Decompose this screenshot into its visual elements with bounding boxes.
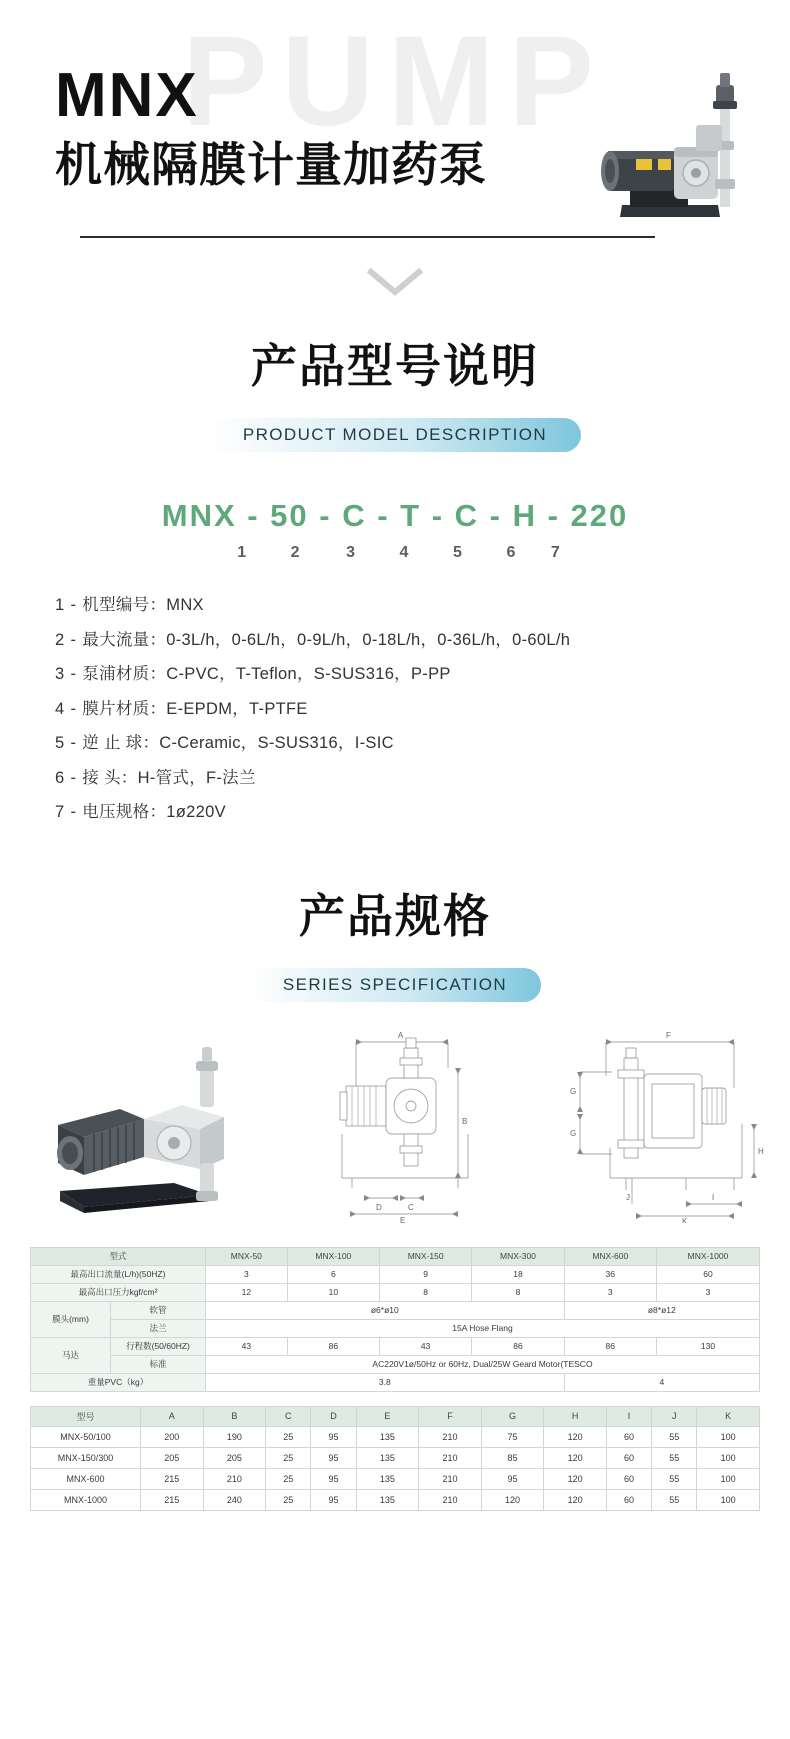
- sub-label: 法兰: [111, 1319, 206, 1337]
- section1-subtitle: PRODUCT MODEL DESCRIPTION: [209, 418, 581, 452]
- drawing-label-K: K: [682, 1216, 688, 1223]
- cell: 215: [141, 1468, 204, 1489]
- table-row: [31, 1283, 760, 1301]
- spec-table-wrap: [0, 1247, 790, 1392]
- cell: 43: [379, 1337, 471, 1355]
- drawing-label-H: H: [758, 1146, 764, 1156]
- legend-no: 4: [55, 699, 65, 718]
- drawing-label-F: F: [666, 1030, 671, 1040]
- list-item: 6 - 接 头：H-管式，F-法兰: [55, 768, 256, 787]
- cell: AC220V1ø/50Hz or 60Hz, Dual/25W Geard Motor(TESCO: [206, 1355, 760, 1373]
- dims-header-J: J: [652, 1406, 697, 1426]
- cell: 210: [419, 1468, 482, 1489]
- cell: 95: [481, 1468, 544, 1489]
- cell: 120: [544, 1468, 607, 1489]
- table-header-row: [31, 1406, 760, 1426]
- legend-value: 0-3L/h，0-6L/h，0-9L/h，0-18L/h，0-36L/h，0-60L/h: [166, 630, 571, 649]
- cell: 4: [564, 1373, 759, 1391]
- spec-table: [30, 1247, 760, 1392]
- cell: 55: [652, 1468, 697, 1489]
- dims-header-G: G: [481, 1406, 544, 1426]
- cell: ø8*ø12: [564, 1301, 759, 1319]
- table-row: [31, 1426, 760, 1447]
- cell: MNX-600: [31, 1468, 141, 1489]
- cell: 120: [544, 1426, 607, 1447]
- cell: 95: [311, 1468, 356, 1489]
- legend-value: H-管式，F-法兰: [137, 768, 256, 787]
- list-item: 3 - 泵浦材质：C-PVC，T-Teflon，S-SUS316，P-PP: [55, 665, 451, 683]
- legend-value: E-EPDM，T-PTFE: [166, 699, 308, 718]
- cell: 36: [564, 1265, 656, 1283]
- drawing-label-A: A: [397, 1030, 403, 1040]
- cell: 25: [266, 1447, 311, 1468]
- legend-value: C-Ceramic，S-SUS316，I-SIC: [159, 734, 394, 752]
- cell: 215: [141, 1489, 204, 1510]
- model-index-6: 6: [506, 544, 516, 561]
- cell: 86: [287, 1337, 379, 1355]
- table-row: [31, 1468, 760, 1489]
- cell: 130: [656, 1337, 759, 1355]
- model-code: MNX - 50 - C - T - C - H - 220: [161, 498, 629, 533]
- cell: 135: [356, 1447, 419, 1468]
- dims-header-I: I: [606, 1406, 651, 1426]
- cell: 60: [606, 1447, 651, 1468]
- cell: 75: [481, 1426, 544, 1447]
- section1-title: 产品型号说明: [251, 340, 539, 392]
- cell: 120: [481, 1489, 544, 1510]
- model-index-4: 4: [399, 544, 409, 561]
- spec-header-mnx600: MNX-600: [564, 1247, 656, 1265]
- cell: 60: [606, 1468, 651, 1489]
- cell: 100: [697, 1468, 760, 1489]
- model-index-2: 2: [290, 544, 300, 561]
- section2-subtitle-wrap: [0, 968, 790, 1002]
- legend-key: 泵浦材质：: [82, 665, 167, 683]
- legend-no: 6: [55, 768, 65, 787]
- pump-photo-left: [24, 1033, 264, 1223]
- drawings-row: [0, 1028, 790, 1223]
- dims-header-C: C: [266, 1406, 311, 1426]
- list-item: 1 - 机型编号：MNX: [55, 596, 204, 614]
- sub-label: 行程数(50/60HZ): [111, 1337, 206, 1355]
- cell: 210: [419, 1489, 482, 1510]
- table-row: [31, 1301, 760, 1319]
- drawing-label-G1: G: [570, 1086, 577, 1096]
- spec-header-mnx1000: MNX-1000: [656, 1247, 759, 1265]
- cell: 95: [311, 1489, 356, 1510]
- legend-key: 膜片材质：: [82, 699, 167, 718]
- cell: 3.8: [206, 1373, 565, 1391]
- dims-header-K: K: [697, 1406, 760, 1426]
- pump-drawing-front: [328, 1028, 503, 1223]
- sub-label: 标准: [111, 1355, 206, 1373]
- legend-key: 接 头：: [82, 768, 138, 787]
- cell: 9: [379, 1265, 471, 1283]
- scroll-chevron: [0, 250, 790, 320]
- dims-header-model: 型号: [31, 1406, 141, 1426]
- table-header-row: [31, 1247, 760, 1265]
- section1-subtitle-wrap: [0, 418, 790, 452]
- model-index-1: 1: [237, 544, 247, 561]
- list-item: 2 - 最大流量：0-3L/h，0-6L/h，0-9L/h，0-18L/h，0-36L/h，0-60L/h: [55, 630, 571, 649]
- hero-divider: [80, 236, 655, 238]
- dosing-pump-photo: [570, 55, 760, 235]
- cell: MNX-1000: [31, 1489, 141, 1510]
- cell: 10: [287, 1283, 379, 1301]
- model-index-3: 3: [346, 544, 355, 561]
- cell: 100: [697, 1426, 760, 1447]
- cell: 205: [141, 1447, 204, 1468]
- table-row: [31, 1447, 760, 1468]
- list-item: 7 - 电压规格：1ø220V: [55, 803, 226, 821]
- legend-value: 1ø220V: [166, 803, 226, 821]
- cell: MNX-150/300: [31, 1447, 141, 1468]
- group-label-motor: 马达: [31, 1337, 111, 1373]
- cell: 3: [206, 1265, 288, 1283]
- drawing-label-J: J: [626, 1192, 630, 1202]
- cell: 6: [287, 1265, 379, 1283]
- spec-header-mnx300: MNX-300: [472, 1247, 564, 1265]
- legend-key: 电压规格：: [82, 803, 167, 821]
- cell: 25: [266, 1468, 311, 1489]
- dims-header-E: E: [356, 1406, 419, 1426]
- legend-key: 机型编号：: [82, 596, 167, 614]
- cell: 95: [311, 1447, 356, 1468]
- hero-watermark-text: PUMP: [182, 10, 608, 153]
- cell: 135: [356, 1468, 419, 1489]
- dims-header-A: A: [141, 1406, 204, 1426]
- cell: 60: [606, 1489, 651, 1510]
- cell: 55: [652, 1426, 697, 1447]
- legend-value: C-PVC，T-Teflon，S-SUS316，P-PP: [166, 665, 451, 683]
- hero-title-block: [55, 61, 487, 191]
- drawing-label-D: D: [375, 1202, 382, 1212]
- spec-header-mnx100: MNX-100: [287, 1247, 379, 1265]
- cell: 210: [203, 1468, 266, 1489]
- drawing-label-E: E: [399, 1215, 405, 1223]
- legend-key: 最大流量：: [82, 630, 167, 649]
- drawing-label-G2: G: [570, 1128, 577, 1138]
- dims-table-wrap: [0, 1406, 790, 1511]
- table-row: [31, 1319, 760, 1337]
- list-item: 5 - 逆 止 球：C-Ceramic，S-SUS316，I-SIC: [55, 734, 394, 752]
- legend-no: 3: [55, 665, 65, 683]
- cell: 60: [656, 1265, 759, 1283]
- drawing-label-I: I: [712, 1192, 715, 1202]
- table-row: [31, 1337, 760, 1355]
- table-row: [31, 1373, 760, 1391]
- cell: 135: [356, 1489, 419, 1510]
- cell: 3: [656, 1283, 759, 1301]
- dims-table: [30, 1406, 760, 1511]
- row-label: 重量PVC（kg）: [31, 1373, 206, 1391]
- cell: 205: [203, 1447, 266, 1468]
- group-label-head: 膜头(mm): [31, 1301, 111, 1337]
- hero-banner: [0, 0, 790, 250]
- hero-title-cn: 机械隔膜计量加药泵: [55, 138, 487, 191]
- legend-key: 逆 止 球：: [82, 734, 160, 752]
- cell: 200: [141, 1426, 204, 1447]
- cell: 135: [356, 1426, 419, 1447]
- table-row: [31, 1265, 760, 1283]
- cell: 55: [652, 1489, 697, 1510]
- hero-title-en: MNX: [55, 61, 199, 130]
- spec-header-mnx150: MNX-150: [379, 1247, 471, 1265]
- cell: 100: [697, 1489, 760, 1510]
- cell: 210: [419, 1447, 482, 1468]
- dims-header-F: F: [419, 1406, 482, 1426]
- cell: MNX-50/100: [31, 1426, 141, 1447]
- cell: 86: [472, 1337, 564, 1355]
- drawing-label-B: B: [461, 1116, 467, 1126]
- cell: 86: [564, 1337, 656, 1355]
- dims-header-B: B: [203, 1406, 266, 1426]
- cell: 3: [564, 1283, 656, 1301]
- cell: 25: [266, 1426, 311, 1447]
- model-index-5: 5: [453, 544, 462, 561]
- table-row: [31, 1489, 760, 1510]
- model-legend-list: [55, 588, 790, 830]
- legend-no: 2: [55, 630, 65, 649]
- cell: 55: [652, 1447, 697, 1468]
- cell: 95: [311, 1426, 356, 1447]
- model-index-7: 7: [550, 544, 560, 561]
- sub-label: 软管: [111, 1301, 206, 1319]
- cell: 8: [379, 1283, 471, 1301]
- chevron-down-icon: [365, 268, 425, 302]
- legend-no: 7: [55, 803, 65, 821]
- cell: 120: [544, 1489, 607, 1510]
- cell: 210: [419, 1426, 482, 1447]
- row-label: 最高出口流量(L/h)(50HZ): [31, 1265, 206, 1283]
- cell: 18: [472, 1265, 564, 1283]
- dims-header-D: D: [311, 1406, 356, 1426]
- cell: 25: [266, 1489, 311, 1510]
- section2-title: 产品规格: [299, 889, 491, 942]
- cell: 60: [606, 1426, 651, 1447]
- cell: 43: [206, 1337, 288, 1355]
- section2-subtitle: SERIES SPECIFICATION: [249, 968, 541, 1002]
- legend-no: 1: [55, 596, 65, 614]
- cell: ø6*ø10: [206, 1301, 565, 1319]
- dims-header-H: H: [544, 1406, 607, 1426]
- table-row: [31, 1355, 760, 1373]
- cell: 15A Hose Flang: [206, 1319, 760, 1337]
- cell: 120: [544, 1447, 607, 1468]
- cell: 12: [206, 1283, 288, 1301]
- cell: 240: [203, 1489, 266, 1510]
- pump-drawing-side: [566, 1028, 766, 1223]
- model-code-index-row: [0, 544, 790, 562]
- spec-header-type: 型式: [31, 1247, 206, 1265]
- cell: 85: [481, 1447, 544, 1468]
- legend-no: 5: [55, 734, 65, 752]
- cell: 190: [203, 1426, 266, 1447]
- drawing-label-C: C: [407, 1202, 414, 1212]
- list-item: 4 - 膜片材质：E-EPDM，T-PTFE: [55, 699, 308, 718]
- row-label: 最高出口压力kgf/cm²: [31, 1283, 206, 1301]
- cell: 8: [472, 1283, 564, 1301]
- cell: 100: [697, 1447, 760, 1468]
- spec-header-mnx50: MNX-50: [206, 1247, 288, 1265]
- legend-value: MNX: [166, 596, 204, 614]
